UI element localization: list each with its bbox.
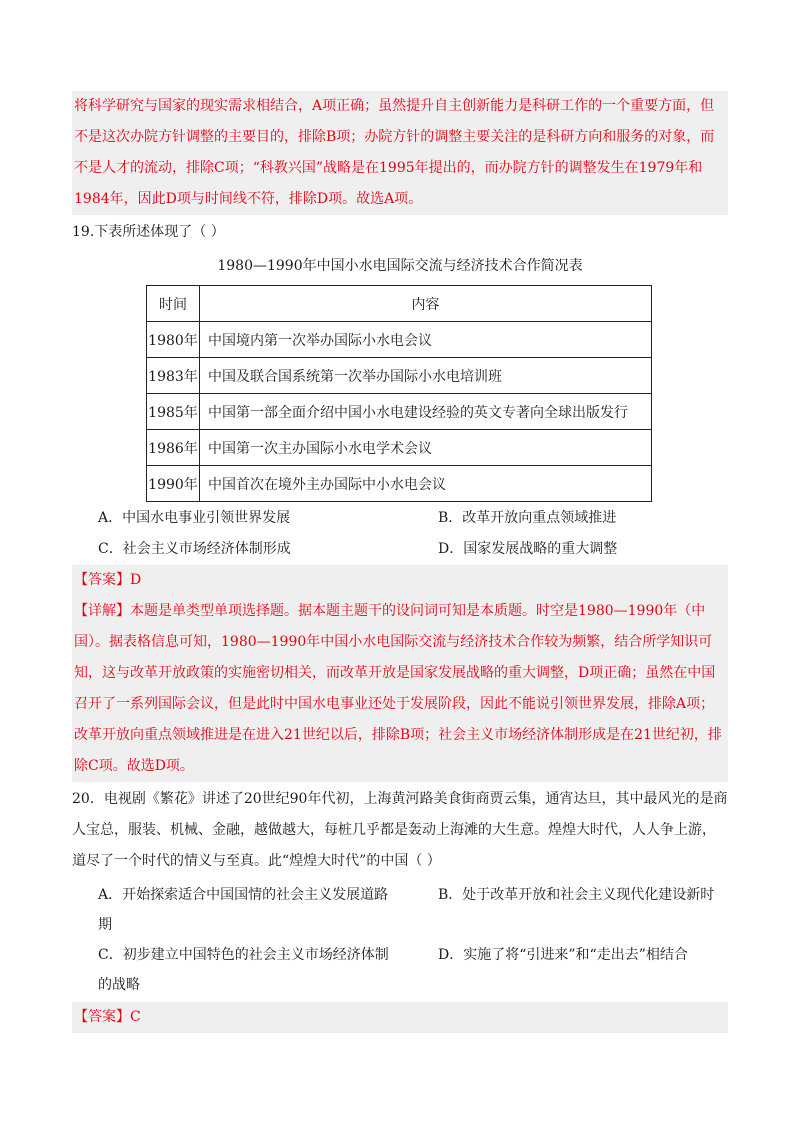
answer-value: C <box>130 1009 141 1025</box>
row-content: 中国第一次主办国际小水电学术会议 <box>200 430 652 466</box>
row-content: 中国首次在境外主办国际中小水电会议 <box>200 466 652 502</box>
option-c: C．社会主义市场经济体制形成 <box>98 541 291 557</box>
question-19-stem: 19.下表所述体现了（ ） <box>72 224 225 240</box>
question-19-options <box>72 503 728 565</box>
question-19-solution <box>72 565 728 782</box>
document-page <box>72 88 728 1033</box>
answer-line <box>74 1002 726 1033</box>
option-b: B．改革开放向重点领域推进 <box>438 510 617 526</box>
answer-label: 【答案】 <box>74 572 130 588</box>
option-c-wrap <box>72 940 412 970</box>
option-d: D．国家发展战略的重大调整 <box>438 541 618 557</box>
table-header-row <box>147 286 652 322</box>
question-20-options <box>72 880 728 1000</box>
table-row <box>147 358 652 394</box>
detail-text: 本题是单类型单项选择题。据本题主题干的设问词可知是本质题。时空是1980—1990年（中国）。据表格信息可知，1980—1990年中国小水电国际交流与经济技术合作较为频繁，结合所学知识可知，这与改革开放政策的实施密切相关，而改革开放是国家发展战略的重大调整，D项正确；虽然在中国召开了一系列国际会议，但是此时中国水电事业还处于发展阶段，因此不能说引领世界发展，排除A项；改革开放向重点领域推进是在进入21世纪以后，排除B项；社会主义市场经济体制形成是在21世纪初，排除C项。故选D项。 <box>74 603 722 774</box>
row-year: 1990年 <box>147 466 200 502</box>
row-year: 1985年 <box>147 394 200 430</box>
option-b-continuation: 期 <box>98 917 112 933</box>
header-time: 时间 <box>147 286 200 322</box>
table-row <box>147 430 652 466</box>
option-c: C．初步建立中国特色的社会主义市场经济体制 <box>98 947 389 963</box>
table-row <box>147 394 652 430</box>
question-20-stem: 20．电视剧《繁花》讲述了20世纪90年代初，上海黄河路美食街商贾云集，通宵达旦，其中最风光的是商人宝总，服装、机械、金融，越做越大，每桩几乎都是轰动上海滩的大生意。煌煌大时代，人人争上游，道尽了一个时代的情义与至真。此“煌煌大时代”的中国（ ） <box>72 791 728 869</box>
option-a-wrap <box>72 880 412 910</box>
row-content: 中国境内第一次举办国际小水电会议 <box>200 322 652 358</box>
cooperation-table <box>146 285 652 502</box>
option-a: A．中国水电事业引领世界发展 <box>98 510 291 526</box>
option-a: A．开始探索适合中国国情的社会主义发展道路 <box>98 887 389 903</box>
previous-explanation: 将科学研究与国家的现实需求相结合，A项正确；虽然提升自主创新能力是科研工作的一个重要方面，但不是这次办院方针调整的主要目的，排除B项；办院方针的调整主要关注的是科研方向和服务的对象，而不是人才的流动，排除C项；“科教兴国”战略是在1995年提出的，而办院方针的调整发生在1979年和1984年，因此D项与时间线不符，排除D项。故选A项。 <box>72 91 728 215</box>
answer-label: 【答案】 <box>74 1009 130 1025</box>
answer-value: D <box>130 572 142 588</box>
row-year: 1983年 <box>147 358 200 394</box>
option-d-wrap <box>412 940 728 970</box>
option-b-wrap <box>412 880 728 910</box>
header-content: 内容 <box>200 286 652 322</box>
row-year: 1980年 <box>147 322 200 358</box>
answer-line <box>74 565 726 596</box>
detail-paragraph <box>74 596 726 782</box>
table-row <box>147 322 652 358</box>
row-year: 1986年 <box>147 430 200 466</box>
row-content: 中国及联合国系统第一次举办国际小水电培训班 <box>200 358 652 394</box>
detail-label: 【详解】 <box>74 603 130 619</box>
option-d: D．实施了将“引进来”和“走出去”相结合 <box>438 947 688 963</box>
table-title: 1980—1990年中国小水电国际交流与经济技术合作简况表 <box>217 258 583 274</box>
option-d-continuation: 的战略 <box>98 977 140 993</box>
question-20-solution <box>72 1002 728 1033</box>
option-b: B．处于改革开放和社会主义现代化建设新时 <box>438 887 715 903</box>
table-row <box>147 466 652 502</box>
row-content: 中国第一部全面介绍中国小水电建设经验的英文专著向全球出版发行 <box>200 394 652 430</box>
